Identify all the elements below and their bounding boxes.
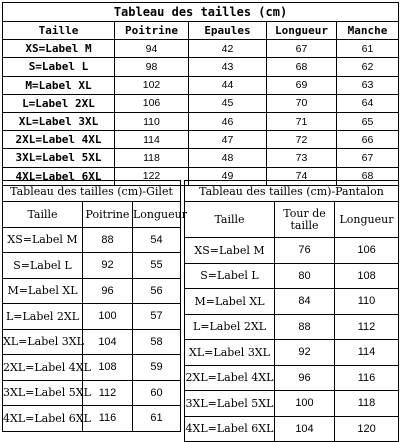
- value-cell: 62: [337, 58, 399, 76]
- value-cell: 48: [189, 149, 267, 167]
- value-cell: 118: [115, 149, 189, 167]
- value-cell: 43: [189, 58, 267, 76]
- value-cell: 54: [133, 227, 181, 253]
- value-cell: 108: [83, 355, 133, 381]
- table-row: [3, 58, 399, 76]
- column-header: Manche: [337, 22, 399, 40]
- table-header-row: [185, 202, 399, 238]
- value-cell: 68: [337, 167, 399, 185]
- value-cell: 122: [115, 167, 189, 185]
- size-cell: M=Label XL: [3, 278, 83, 304]
- value-cell: 70: [267, 94, 337, 112]
- value-cell: 66: [337, 131, 399, 149]
- value-cell: 104: [83, 329, 133, 355]
- value-cell: 60: [133, 380, 181, 406]
- size-cell: L=Label 2XL: [3, 94, 115, 112]
- size-table-gilet: [2, 180, 187, 432]
- size-cell: 4XL=Label 6XL: [3, 406, 83, 432]
- value-cell: 65: [337, 112, 399, 130]
- value-cell: 102: [115, 76, 189, 94]
- table-row: [3, 76, 399, 94]
- size-cell: XL=Label 3XL: [3, 329, 83, 355]
- table-row: [3, 355, 181, 381]
- size-cell: XS=Label M: [185, 238, 275, 264]
- table-row: [185, 263, 399, 289]
- value-cell: 47: [189, 131, 267, 149]
- value-cell: 96: [275, 365, 335, 391]
- value-cell: 46: [189, 112, 267, 130]
- value-cell: 106: [115, 94, 189, 112]
- table-row: [185, 289, 399, 315]
- value-cell: 58: [133, 329, 181, 355]
- value-cell: 73: [267, 149, 337, 167]
- value-cell: 63: [337, 76, 399, 94]
- table-row: [185, 238, 399, 264]
- column-header: Poitrine: [83, 202, 133, 228]
- size-cell: M=Label XL: [3, 76, 115, 94]
- value-cell: 92: [83, 253, 133, 279]
- value-cell: 118: [335, 391, 399, 417]
- value-cell: 74: [267, 167, 337, 185]
- column-header: Taille: [185, 202, 275, 238]
- value-cell: 49: [189, 167, 267, 185]
- value-cell: 68: [267, 58, 337, 76]
- value-cell: 116: [83, 406, 133, 432]
- value-cell: 45: [189, 94, 267, 112]
- table-row: [3, 304, 181, 330]
- value-cell: 57: [133, 304, 181, 330]
- value-cell: 100: [83, 304, 133, 330]
- value-cell: 106: [335, 238, 399, 264]
- size-cell: M=Label XL: [185, 289, 275, 315]
- value-cell: 55: [133, 253, 181, 279]
- table-row: [3, 94, 399, 112]
- value-cell: 59: [133, 355, 181, 381]
- column-header: Taille: [3, 22, 115, 40]
- value-cell: 84: [275, 289, 335, 315]
- value-cell: 76: [275, 238, 335, 264]
- table-row: [3, 227, 181, 253]
- value-cell: 116: [335, 365, 399, 391]
- table-row: [185, 365, 399, 391]
- value-cell: 80: [275, 263, 335, 289]
- value-cell: 61: [133, 406, 181, 432]
- value-cell: 67: [267, 40, 337, 58]
- size-cell: S=Label L: [185, 263, 275, 289]
- value-cell: 67: [337, 149, 399, 167]
- table-row: [3, 112, 399, 130]
- value-cell: 42: [189, 40, 267, 58]
- size-cell: XL=Label 3XL: [3, 112, 115, 130]
- size-cell: XS=Label M: [3, 227, 83, 253]
- value-cell: 72: [267, 131, 337, 149]
- size-cell: 4XL=Label 6XL: [3, 167, 115, 185]
- value-cell: 120: [335, 416, 399, 442]
- size-table-main: [2, 2, 399, 186]
- size-cell: L=Label 2XL: [185, 314, 275, 340]
- column-header: Taille: [3, 202, 83, 228]
- column-header: Epaules: [189, 22, 267, 40]
- size-cell: 3XL=Label 5XL: [3, 380, 83, 406]
- size-cell: S=Label L: [3, 58, 115, 76]
- table-title: Tableau des tailles (cm): [3, 3, 399, 22]
- table-row: [3, 406, 181, 432]
- column-header: Longueur: [335, 202, 399, 238]
- table-title: Tableau des tailles (cm)-Pantalon: [185, 181, 399, 202]
- size-cell: 3XL=Label 5XL: [3, 149, 115, 167]
- size-cell: 2XL=Label 4XL: [185, 365, 275, 391]
- value-cell: 96: [83, 278, 133, 304]
- table-row: [3, 329, 181, 355]
- size-table-pantalon: [184, 180, 399, 442]
- value-cell: 44: [189, 76, 267, 94]
- table-row: [185, 340, 399, 366]
- size-cell: XS=Label M: [3, 40, 115, 58]
- size-cell: L=Label 2XL: [3, 304, 83, 330]
- value-cell: 104: [275, 416, 335, 442]
- table-row: [3, 278, 181, 304]
- column-header: Longueur: [133, 202, 181, 228]
- value-cell: 110: [115, 112, 189, 130]
- table-row: [3, 380, 181, 406]
- column-header: Longueur: [267, 22, 337, 40]
- value-cell: 112: [83, 380, 133, 406]
- value-cell: 98: [115, 58, 189, 76]
- table-title: Tableau des tailles (cm)-Gilet: [3, 181, 181, 202]
- table-header-row: [3, 22, 399, 40]
- column-header: Poitrine: [115, 22, 189, 40]
- table-row: [3, 149, 399, 167]
- value-cell: 92: [275, 340, 335, 366]
- size-cell: 2XL=Label 4XL: [3, 355, 83, 381]
- value-cell: 114: [115, 131, 189, 149]
- size-cell: S=Label L: [3, 253, 83, 279]
- value-cell: 69: [267, 76, 337, 94]
- value-cell: 100: [275, 391, 335, 417]
- value-cell: 108: [335, 263, 399, 289]
- value-cell: 110: [335, 289, 399, 315]
- value-cell: 64: [337, 94, 399, 112]
- table-row: [185, 314, 399, 340]
- value-cell: 88: [275, 314, 335, 340]
- value-cell: 112: [335, 314, 399, 340]
- value-cell: 114: [335, 340, 399, 366]
- value-cell: 61: [337, 40, 399, 58]
- size-cell: 3XL=Label 5XL: [185, 391, 275, 417]
- table-row: [3, 131, 399, 149]
- size-cell: 4XL=Label 6XL: [185, 416, 275, 442]
- size-cell: 2XL=Label 4XL: [3, 131, 115, 149]
- table-row: [185, 391, 399, 417]
- table-row: [3, 253, 181, 279]
- value-cell: 88: [83, 227, 133, 253]
- table-header-row: [3, 202, 181, 228]
- value-cell: 56: [133, 278, 181, 304]
- table-row: [3, 40, 399, 58]
- value-cell: 94: [115, 40, 189, 58]
- value-cell: 71: [267, 112, 337, 130]
- table-row: [185, 416, 399, 442]
- column-header: Tour de taille: [275, 202, 335, 238]
- size-cell: XL=Label 3XL: [185, 340, 275, 366]
